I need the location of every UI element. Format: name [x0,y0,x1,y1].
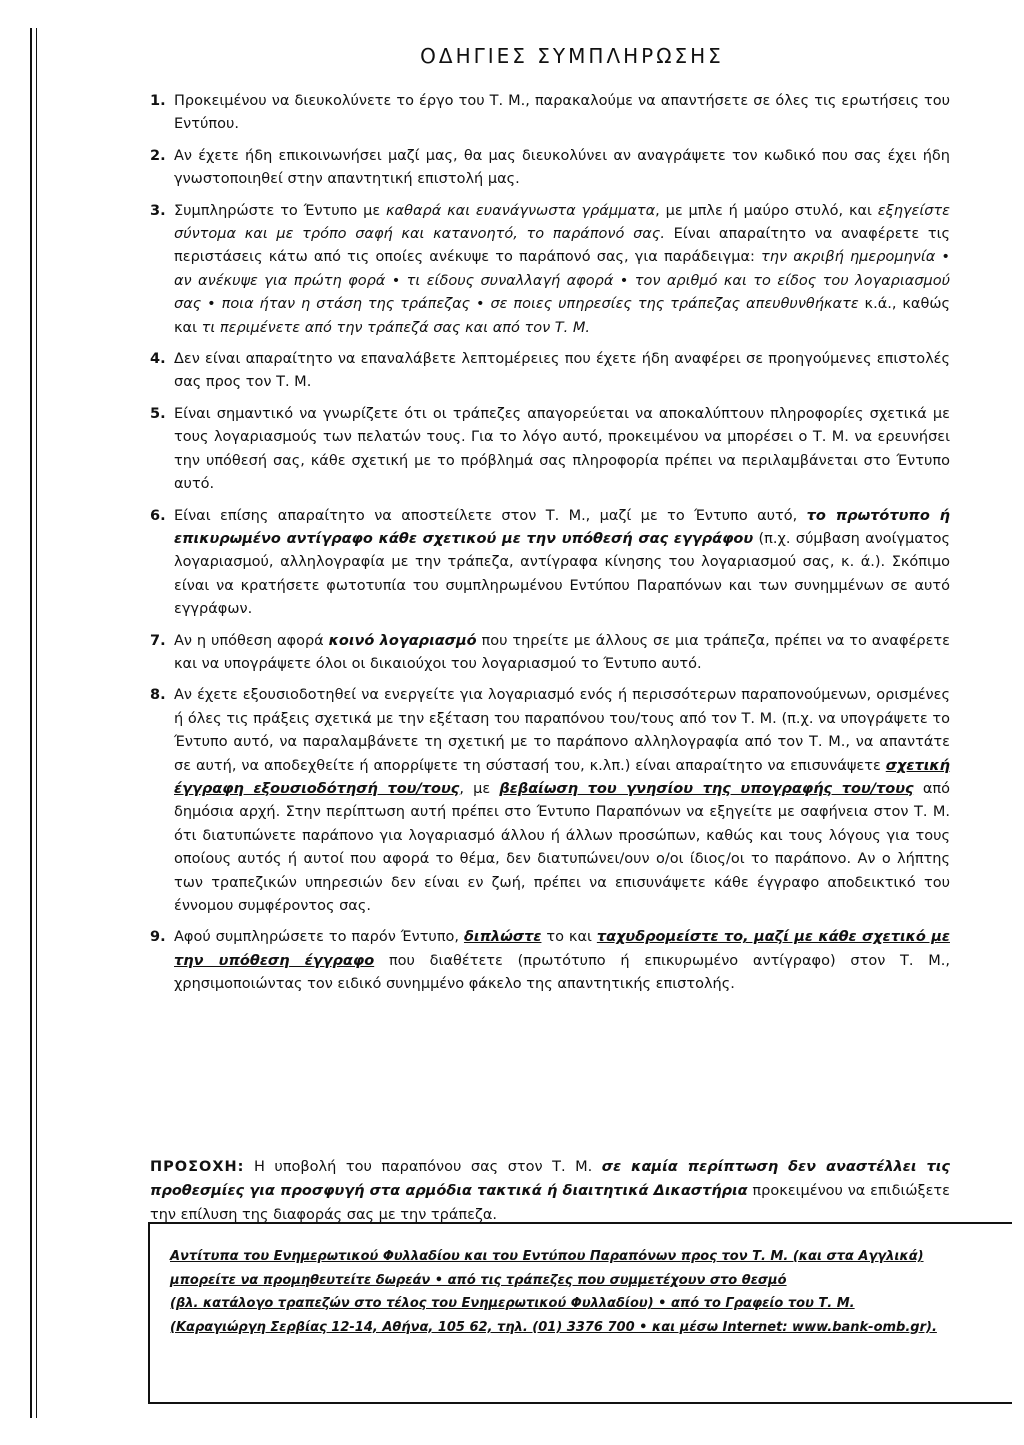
warning-note: ΠΡΟΣΟΧΗ: Η υποβολή του παραπόνου σας στον Τ. Μ. σε καμία περίπτωση δεν αναστέλλει τις προθεσμίες για προσφυγή στα αρμόδια τακτικά ή διαιτητικά Δικαστήρια προκειμένου να επιδιώξετε την επίλυση της διαφοράς σας με την τράπεζα. [150,1159,950,1223]
info-line-1: Αντίτυπα του Ενημερωτικού Φυλλαδίου και του Εντύπου Παραπόνων προς τον Τ. Μ. (και στα Αγγλικά) [170,1249,924,1264]
instruction-item-5: 5. Είναι σημαντικό να γνωρίζετε ότι οι τράπεζες απαγορεύεται να αποκαλύπτουν πληροφορίες σχετικά με τους λογαριασμούς των πελατών τους. Για το λόγο αυτό, προκειμένου να μπορέσει ο Τ. Μ. να ερευνήσει την υπόθεσή σας, κάθε σχετική με το πρόβλημά σας πληροφορία πρέπει να περιλαμβάνεται στο Έντυπο αυτό. [150,405,950,493]
instruction-item-3: 3. Συμπληρώστε το Έντυπο με καθαρά και ευανάγνωστα γράμματα, με μπλε ή μαύρο στυλό, και εξηγείστε σύντομα και με τρόπο σαφή και κατανοητό, το παράπονό σας. Είναι απαραίτητο να αναφέρετε τις περιστάσεις κάτω από τις οποίες ανέκυψε το παράπονό σας, για παράδειγμα: την ακριβή ημερομηνία • αν ανέκυψε για πρώτη φορά • τι είδους συναλλαγή αφορά • τον αριθμό και το είδος του λογαριασμού σας • ποια ήταν η στάση της τράπεζας • σε ποιες υπηρεσίες της τράπεζας απευθυνθήκατε κ.ά., καθώς και τι περιμένετε από την τράπεζά σας και από τον Τ. Μ. [150,202,950,336]
instruction-item-8: 8. Αν έχετε εξουσιοδοτηθεί να ενεργείτε για λογαριασμό ενός ή περισσότερων παραπονούμενων, ορισμένες ή όλες τις πράξεις σχετικά με την εξέταση του παραπόνου του/τους από τον Τ. Μ. (π.χ. να υπογράψετε το Έντυπο αυτό, να παραλαμβάνετε τη σχετική με το παράπονο αλληλογραφία από τον Τ. Μ., να απαντάτε σε αυτή, να αποδεχθείτε ή απορρίψετε τη σύστασή του, κ.λπ.) είναι απαραίτητο να επισυνάψετε σχετική έγγραφη εξουσιοδότησή του/τους, με βεβαίωση του γνησίου της υπογραφής του/τους από δημόσια αρχή. Στην περίπτωση αυτή πρέπει στο Έντυπο Παραπόνων να εξηγείτε με σαφήνεια στον Τ. Μ. ότι διατυπώνετε παράπονο για λογαριασμό άλλου ή άλλων προσώπων, καθώς και τους λόγους για τους οποίους αυτός ή αυτοί που αφορά το θέμα, δεν διατυπώνει/ουν ο/οι ίδιος/οι το παράπονο. Αν ο λήπτης των τραπεζικών υπηρεσιών δεν είναι εν ζωή, πρέπει να επισυνάψετε κάθε έγγραφο αποδεικτικό του έννομου συμφέροντος σας. [150,687,950,914]
info-line-2: μπορείτε να προμηθευτείτε δωρεάν • από τις τράπεζες που συμμετέχουν στο θεσμό [170,1272,787,1288]
info-box-text [170,1245,990,1339]
info-line-4: (Καραγιώργη Σερβίας 12-14, Αθήνα, 105 62, τηλ. (01) 3376 700 • και μέσω Internet: www.bank-omb.gr). [170,1319,937,1335]
warning-label: ΠΡΟΣΟΧΗ: [150,1159,245,1175]
instruction-item-7: 7. Αν η υπόθεση αφορά κοινό λογαριασμό που τηρείτε με άλλους σε μια τράπεζα, πρέπει να το αναφέρετε και να υπογράψετε όλοι οι δικαιούχοι του λογαριασμού το Έντυπο αυτό. [150,632,950,672]
left-margin-rule-thin [36,28,37,1418]
info-line-3: (βλ. κατάλογο τραπεζών στο τέλος του Ενημερωτικού Φυλλαδίου) • από το Γραφείο του Τ. Μ. [170,1296,855,1311]
instruction-item-2: 2. Αν έχετε ήδη επικοινωνήσει μαζί μας, θα μας διευκολύνει αν αναγράψετε τον κωδικό που σας έχει ήδη γνωστοποιηθεί στην απαντητική επιστολή μας. [150,147,950,188]
instruction-item-9: 9. Αφού συμπληρώσετε το παρόν Έντυπο, διπλώστε το και ταχυδρομείστε το, μαζί με κάθε σχετικό με την υπόθεση έγγραφο που διαθέτετε (πρωτότυπο ή επικυρωμένο αντίγραφο) στον Τ. Μ., χρησιμοποιώντας τον ειδικό συνημμένο φάκελο της απαντητικής επιστολής. [150,929,950,993]
instruction-item-6: 6. Είναι επίσης απαραίτητο να αποστείλετε στον Τ. Μ., μαζί με το Έντυπο αυτό, το πρωτότυπο ή επικυρωμένο αντίγραφο κάθε σχετικού με την υπόθεσή σας εγγράφου (π.χ. σύμβαση ανοίγματος λογαριασμού, αλληλογραφία με την τράπεζα, αντίγραφα κίνησης του λογαριασμού σας, κ. ά.). Σκόπιμο είναι να κρατήσετε φωτοτυπία του συμπληρωμένου Εντύπου Παραπόνων και των συνημμένων σε αυτό εγγράφων. [150,507,951,618]
instruction-item-1: 1. Προκειμένου να διευκολύνετε το έργο του Τ. Μ., παρακαλούμε να απαντήσετε σε όλες τις ερωτήσεις του Εντύπου. [150,93,950,133]
instruction-item-4: 4. Δεν είναι απαραίτητο να επαναλάβετε λεπτομέρειες που έχετε ήδη αναφέρει σε προηγούμενες επιστολές σας προς τον Τ. Μ. [150,351,950,391]
page-title: ΟΔΗΓΙΕΣ ΣΥΜΠΛΗΡΩΣΗΣ [420,44,724,68]
instructions-list [150,90,950,1005]
left-margin-rule [30,28,32,1418]
